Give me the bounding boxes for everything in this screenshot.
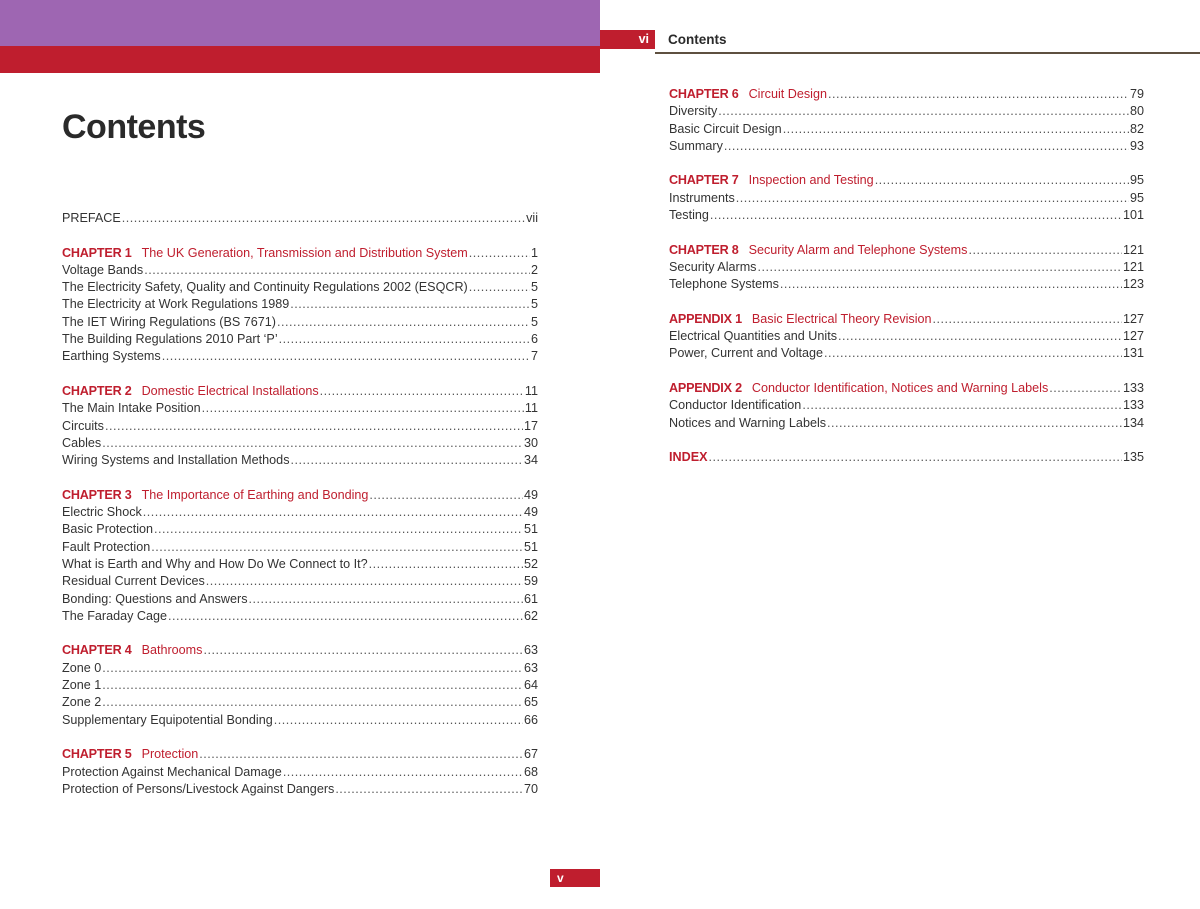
- toc-entry: [62, 452, 538, 469]
- dot-leader: [283, 764, 523, 781]
- chapter-heading: [62, 245, 538, 262]
- page-number: 65: [523, 695, 538, 710]
- dot-leader: [279, 331, 530, 348]
- dot-leader: [249, 591, 523, 608]
- dot-leader: [710, 207, 1122, 224]
- dot-leader: [290, 296, 530, 313]
- dot-leader: [277, 314, 530, 331]
- header-band-purple: [0, 0, 600, 46]
- dot-leader: [144, 262, 530, 279]
- toc-entry: [62, 348, 538, 365]
- toc-entry: [669, 121, 1144, 138]
- page-number: 62: [523, 608, 538, 623]
- dot-leader: [780, 276, 1122, 293]
- chapter-number: APPENDIX 1: [669, 311, 742, 326]
- toc-entry: [62, 764, 538, 781]
- dot-leader: [320, 383, 524, 400]
- running-head: [600, 30, 1200, 56]
- page-number: 82: [1129, 121, 1144, 136]
- toc-entry: [62, 608, 538, 625]
- page-number: 49: [523, 505, 538, 520]
- dot-leader: [206, 573, 523, 590]
- index-heading: [669, 449, 1144, 466]
- toc-block: [669, 86, 1144, 155]
- chapter-title: The Importance of Earthing and Bonding: [141, 487, 369, 502]
- chapter-number: CHAPTER 3: [62, 487, 132, 502]
- dot-leader: [828, 86, 1129, 103]
- page-number: 64: [523, 678, 538, 693]
- toc-entry: [62, 677, 538, 694]
- toc-block: [62, 245, 538, 366]
- chapter-number: APPENDIX 2: [669, 381, 742, 396]
- chapter-heading: [62, 746, 538, 763]
- page-number: 67: [523, 747, 538, 762]
- dot-leader: [102, 435, 523, 452]
- entry-title: The Electricity Safety, Quality and Continuity Regulations 2002 (ESQCR): [62, 280, 468, 295]
- toc-entry: [669, 397, 1144, 414]
- chapter-title: Domestic Electrical Installations: [141, 383, 319, 398]
- entry-title: The Main Intake Position: [62, 401, 201, 416]
- toc-entry: [62, 210, 538, 227]
- entry-title: Diversity: [669, 104, 718, 119]
- dot-leader: [718, 103, 1129, 120]
- entry-title: Instruments: [669, 190, 735, 205]
- page-number: 7: [530, 349, 538, 364]
- dot-leader: [202, 400, 524, 417]
- entry-title: Telephone Systems: [669, 277, 779, 292]
- entry-title: Protection of Persons/Livestock Against Dangers: [62, 781, 335, 796]
- toc-block: [669, 311, 1144, 363]
- entry-title: Electric Shock: [62, 505, 142, 520]
- toc-entry: [62, 712, 538, 729]
- toc-entry: [62, 521, 538, 538]
- page-number: 133: [1122, 398, 1144, 413]
- dot-leader: [162, 348, 530, 365]
- toc-block: [669, 172, 1144, 224]
- dot-leader: [151, 539, 523, 556]
- chapter-number: CHAPTER 1: [62, 245, 132, 260]
- entry-title: Basic Protection: [62, 522, 153, 537]
- page-number: 11: [524, 401, 538, 416]
- page-number: 131: [1122, 346, 1144, 361]
- dot-leader: [102, 694, 523, 711]
- page-number: 61: [523, 591, 538, 606]
- chapter-heading: [62, 383, 538, 400]
- chapter-number: CHAPTER 5: [62, 747, 132, 762]
- page-number: 5: [530, 314, 538, 329]
- dot-leader: [469, 279, 530, 296]
- dot-leader: [199, 746, 523, 763]
- toc-entry: [62, 591, 538, 608]
- toc-block: [669, 242, 1144, 294]
- page-number: 66: [523, 712, 538, 727]
- page-number: 30: [523, 435, 538, 450]
- page-number: 49: [523, 487, 538, 502]
- entry-title: Electrical Quantities and Units: [669, 329, 837, 344]
- toc-entry: [62, 262, 538, 279]
- page-number: 59: [523, 574, 538, 589]
- dot-leader: [875, 172, 1129, 189]
- toc-entry: [669, 345, 1144, 362]
- chapter-number: CHAPTER 7: [669, 173, 739, 188]
- entry-title: Earthing Systems: [62, 349, 161, 364]
- dot-leader: [168, 608, 523, 625]
- toc-block: [62, 487, 538, 625]
- chapter-heading: [669, 311, 1144, 328]
- toc-entry: [62, 660, 538, 677]
- page-number: 1: [530, 245, 538, 260]
- entry-title: Circuits: [62, 418, 104, 433]
- toc-block: [62, 210, 538, 227]
- page-title: Contents: [62, 108, 206, 146]
- entry-title: Voltage Bands: [62, 262, 144, 277]
- entry-title: Protection Against Mechanical Damage: [62, 764, 282, 779]
- page-number: 63: [523, 643, 538, 658]
- page-number: 51: [523, 522, 538, 537]
- page-number: 93: [1129, 138, 1144, 153]
- toc-entry: [62, 314, 538, 331]
- dot-leader: [709, 449, 1122, 466]
- dot-leader: [102, 677, 523, 694]
- right-page: [600, 0, 1200, 909]
- page-number: 70: [523, 781, 538, 796]
- toc-entry: [62, 279, 538, 296]
- page-number-v: v: [550, 869, 600, 887]
- toc-entry: [62, 539, 538, 556]
- page-number: 63: [523, 660, 538, 675]
- entry-title: The Faraday Cage: [62, 608, 168, 623]
- entry-title: Testing: [669, 208, 709, 223]
- page-number-vi: vi: [600, 30, 655, 49]
- chapter-title: Security Alarm and Telephone Systems: [748, 242, 968, 257]
- entry-title: Residual Current Devices: [62, 574, 205, 589]
- entry-title: Wiring Systems and Installation Methods: [62, 453, 290, 468]
- toc-entry: [62, 296, 538, 313]
- entry-title: Zone 2: [62, 695, 102, 710]
- toc-entry: [669, 276, 1144, 293]
- entry-title: Supplementary Equipotential Bonding: [62, 712, 273, 727]
- dot-leader: [1049, 380, 1122, 397]
- dot-leader: [783, 121, 1129, 138]
- page-number: 52: [523, 556, 538, 571]
- chapter-heading: [669, 242, 1144, 259]
- entry-title: Cables: [62, 435, 102, 450]
- dot-leader: [122, 210, 525, 227]
- toc-entry: [669, 415, 1144, 432]
- entry-title: The Building Regulations 2010 Part ‘P’: [62, 332, 278, 347]
- page-number: 134: [1122, 415, 1144, 430]
- toc-entry: [62, 556, 538, 573]
- dot-leader: [838, 328, 1122, 345]
- page-number: 133: [1122, 381, 1144, 396]
- dot-leader: [802, 397, 1122, 414]
- dot-leader: [933, 311, 1122, 328]
- page-number: 68: [523, 764, 538, 779]
- chapter-title: The UK Generation, Transmission and Distribution System: [141, 245, 468, 260]
- chapter-title: Inspection and Testing: [748, 173, 874, 188]
- toc-entry: [669, 328, 1144, 345]
- dot-leader: [369, 556, 523, 573]
- page-number: 2: [530, 262, 538, 277]
- toc-block: [669, 380, 1144, 432]
- toc-entry: [669, 190, 1144, 207]
- dot-leader: [724, 138, 1129, 155]
- page-number: 17: [523, 418, 538, 433]
- toc-entry: [62, 331, 538, 348]
- dot-leader: [203, 642, 523, 659]
- page-number: 123: [1122, 277, 1144, 292]
- dot-leader: [757, 259, 1122, 276]
- toc-block: [62, 642, 538, 728]
- page-number: 80: [1129, 104, 1144, 119]
- dot-leader: [335, 781, 523, 798]
- toc-entry: [669, 207, 1144, 224]
- page-number: 5: [530, 280, 538, 295]
- toc-block: [62, 383, 538, 469]
- entry-title: PREFACE: [62, 211, 121, 225]
- chapter-title: Conductor Identification, Notices and Warning Labels: [751, 381, 1049, 396]
- page-number: 34: [523, 453, 538, 468]
- running-head-rule: [655, 52, 1200, 54]
- toc-entry: [62, 418, 538, 435]
- toc-entry: [62, 694, 538, 711]
- chapter-number: CHAPTER 4: [62, 643, 132, 658]
- chapter-number: CHAPTER 8: [669, 242, 739, 257]
- chapter-heading: [62, 642, 538, 659]
- page-number: 6: [530, 332, 538, 347]
- chapter-title: Protection: [141, 747, 199, 762]
- toc-block: [669, 449, 1144, 466]
- dot-leader: [369, 487, 523, 504]
- index-label: INDEX: [669, 450, 708, 465]
- toc-entry: [669, 259, 1144, 276]
- entry-title: Security Alarms: [669, 259, 757, 274]
- toc-right: [669, 86, 1144, 484]
- entry-title: Zone 1: [62, 678, 102, 693]
- dot-leader: [274, 712, 523, 729]
- chapter-heading: [669, 172, 1144, 189]
- entry-title: Notices and Warning Labels: [669, 415, 827, 430]
- page-number: vii: [526, 211, 538, 225]
- page-number: 121: [1122, 259, 1144, 274]
- toc-entry: [669, 103, 1144, 120]
- dot-leader: [968, 242, 1122, 259]
- entry-title: The Electricity at Work Regulations 1989: [62, 297, 290, 312]
- entry-title: Zone 0: [62, 660, 102, 675]
- chapter-number: CHAPTER 6: [669, 87, 739, 101]
- chapter-title: Circuit Design: [748, 87, 827, 101]
- dot-leader: [827, 415, 1122, 432]
- entry-title: Basic Circuit Design: [669, 121, 782, 136]
- toc-entry: [62, 781, 538, 798]
- toc-left: [62, 210, 538, 815]
- chapter-title: Bathrooms: [141, 643, 203, 658]
- chapter-heading: [669, 86, 1144, 103]
- dot-leader: [105, 418, 523, 435]
- toc-entry: [62, 573, 538, 590]
- page-number: 127: [1122, 311, 1144, 326]
- toc-entry: [62, 435, 538, 452]
- page-number: 95: [1129, 190, 1144, 205]
- entry-title: Bonding: Questions and Answers: [62, 591, 248, 606]
- dot-leader: [291, 452, 523, 469]
- page-number: 79: [1129, 87, 1144, 101]
- entry-title: Conductor Identification: [669, 398, 802, 413]
- dot-leader: [102, 660, 523, 677]
- dot-leader: [736, 190, 1129, 207]
- dot-leader: [154, 521, 523, 538]
- page-number: 5: [530, 297, 538, 312]
- entry-title: The IET Wiring Regulations (BS 7671): [62, 314, 276, 329]
- dot-leader: [143, 504, 523, 521]
- header-band-red: [0, 46, 600, 73]
- entry-title: Summary: [669, 138, 723, 153]
- chapter-number: CHAPTER 2: [62, 383, 132, 398]
- entry-title: Power, Current and Voltage: [669, 346, 824, 361]
- page-number: 127: [1122, 329, 1144, 344]
- page-number: 95: [1129, 173, 1144, 188]
- page-number: 101: [1122, 208, 1144, 223]
- page-number: 11: [524, 383, 538, 398]
- page-number: 51: [523, 539, 538, 554]
- toc-entry: [669, 138, 1144, 155]
- dot-leader: [824, 345, 1122, 362]
- entry-title: Fault Protection: [62, 539, 151, 554]
- running-head-title: Contents: [668, 32, 727, 47]
- toc-entry: [62, 400, 538, 417]
- chapter-title: Basic Electrical Theory Revision: [751, 311, 932, 326]
- chapter-heading: [62, 487, 538, 504]
- page-number: 135: [1122, 450, 1144, 465]
- chapter-heading: [669, 380, 1144, 397]
- entry-title: What is Earth and Why and How Do We Connect to It?: [62, 556, 368, 571]
- toc-block: [62, 746, 538, 798]
- dot-leader: [469, 245, 530, 262]
- toc-entry: [62, 504, 538, 521]
- page-number: 121: [1122, 242, 1144, 257]
